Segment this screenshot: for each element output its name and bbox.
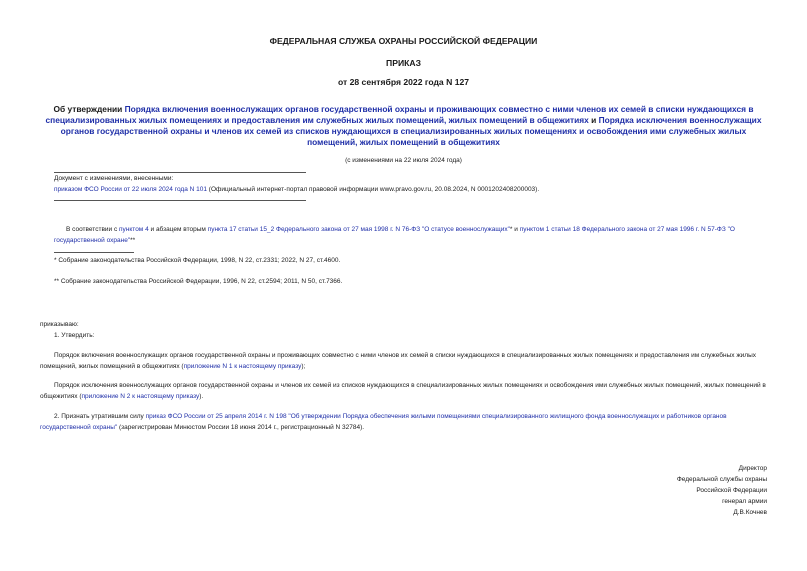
changes-line (54, 185, 774, 195)
p1-text: Порядок включения военнослужащих органов государственной охраны и проживающих совместно с ними членов их семей в списки нуждающихся в специализированных жилых помещениях и предоставления им служебных жилых помещений, жилых помещений в общежитиях ( (40, 352, 757, 370)
order-item-1: 1. Утвердить: (54, 332, 95, 339)
signature-block (677, 463, 767, 518)
p1-end: ); (301, 363, 306, 370)
signature-line-3: Российской Федерации (696, 487, 767, 494)
item2-text: 2. Признать утратившим силу (54, 413, 146, 420)
signature-line-4: генерал армии (722, 498, 767, 505)
footnote-divider (54, 252, 134, 253)
p2-end: ). (199, 393, 204, 400)
preamble-link-2[interactable]: пункта 17 статьи 15_2 Федерального закона от 27 мая 1998 г. N 76-ФЗ "О статусе военнослужащих" (207, 226, 510, 233)
title-link-inclusion[interactable]: Порядка включения военнослужащих органов государственной охраны и проживающих совместно с ними членов их семей в списки нуждающихся в специализированных жилых помещениях и предоставления им служебных жилых помещений, жилых помещений в общежитиях (45, 104, 754, 125)
revision-note: (с изменениями на 22 июля 2024 года) (345, 157, 462, 164)
preamble-link-3[interactable]: пунктом 1 статьи 18 Федерального закона от 27 мая 1996 г. N 57-ФЗ "О государственной охране" (54, 226, 735, 244)
preamble-link-1[interactable]: пунктом 4 (119, 226, 149, 233)
doc-date-number: от 28 сентября 2022 года N 127 (337, 77, 470, 87)
divider-bottom (54, 200, 306, 201)
divider-top (54, 172, 306, 173)
p2-text: Порядок исключения военнослужащих органов государственной охраны и членов их семей из списков нуждающихся в специализированных жилых помещениях и освобождения ими служебных жилых помещений, жилых помещений в общежитиях ( (40, 382, 766, 400)
appendix-1-link[interactable]: приложение N 1 к настоящему приказу (183, 363, 302, 370)
footnote-2: ** Собрание законодательства Российской Федерации, 1996, N 22, ст.2594; 2011, N 50, ст.7366. (54, 278, 343, 285)
changes-link[interactable]: приказом ФСО России от 22 июля 2024 года N 101 (54, 186, 207, 193)
changes-source: (Официальный интернет-портал правовой информации www.pravo.gov.ru, 20.08.2024, N 0001202408200003). (206, 186, 540, 193)
footnote-1: * Собрание законодательства Российской Федерации, 1998, N 22, ст.2331; 2022, N 27, ст.4600. (54, 257, 341, 264)
preamble (54, 224, 767, 246)
signature-line-2: Федеральной службы охраны (676, 476, 767, 483)
signature-line-5: Д.В.Кочнев (733, 509, 767, 516)
order-word: приказываю: (40, 321, 79, 328)
agency-name: ФЕДЕРАЛЬНАЯ СЛУЖБА ОХРАНЫ РОССИЙСКОЙ ФЕДЕРАЦИИ (269, 36, 538, 46)
title-prefix: Об утверждении (53, 104, 125, 114)
changes-label: Документ с изменениями, внесенными: (54, 175, 174, 182)
order-paragraph-1 (40, 350, 767, 372)
repealed-order-link[interactable]: приказ ФСО России от 25 апреля 2014 г. N 198 "Об утверждении Порядка обеспечения жилыми помещениями специализированного жилищного фонда военнослужащих и работников органов государственной охраны" (40, 413, 727, 431)
preamble-text-4: ** (130, 237, 136, 244)
doc-type: ПРИКАЗ (386, 58, 421, 68)
item2-end: (зарегистрирован Минюстом России 18 июня 2014 г., регистрационный N 32784). (117, 424, 365, 431)
preamble-text-1: В соответствии с (66, 226, 120, 233)
title-middle: и (588, 115, 599, 125)
order-item-2 (40, 411, 767, 433)
preamble-text-2: и абзацем вторым (148, 226, 208, 233)
title-link-exclusion[interactable]: Порядка исключения военнослужащих органов государственной охраны и членов их семей из списков нуждающихся в специализированных жилых помещениях и освобождения ими служебных жилых помещений, жилых помещений в общежитиях (60, 115, 762, 147)
signature-line-1: Директор (738, 465, 767, 472)
appendix-2-link[interactable]: приложение N 2 к настоящему приказу (81, 393, 200, 400)
preamble-text-3: * и (509, 226, 520, 233)
doc-title (40, 104, 767, 148)
order-paragraph-2 (40, 380, 767, 402)
